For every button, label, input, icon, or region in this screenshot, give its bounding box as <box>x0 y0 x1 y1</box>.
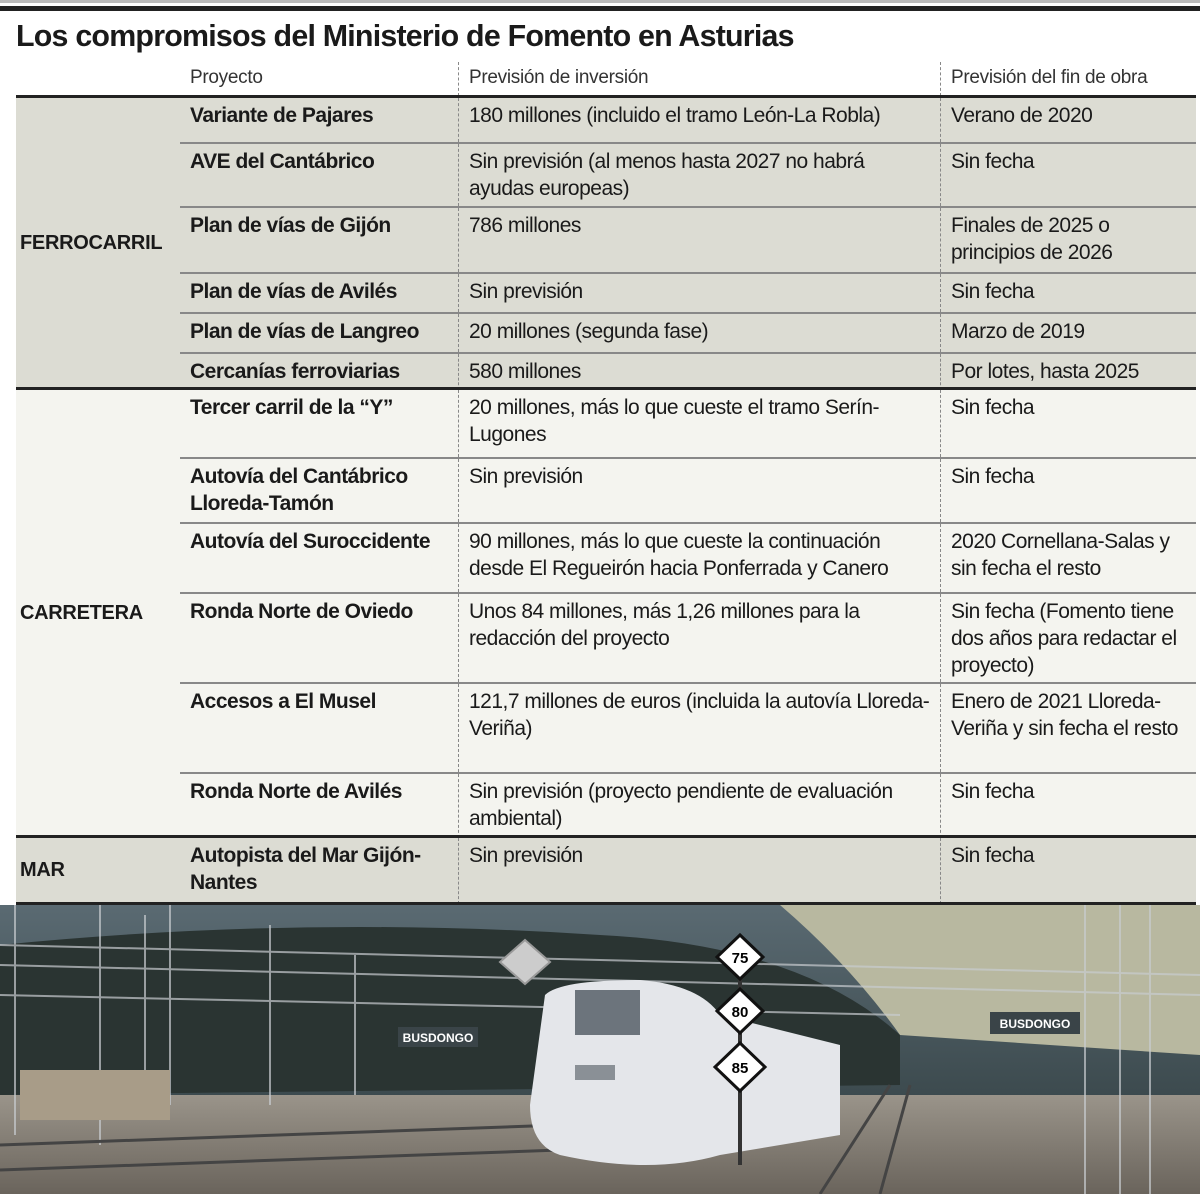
end-date-cell: Sin fecha <box>940 838 1196 904</box>
project-cell: Cercanías ferroviarias <box>190 360 400 383</box>
table-row <box>180 457 1196 522</box>
end-date-cell: Sin fecha <box>940 274 1196 312</box>
investment-cell: Sin previsión <box>458 459 940 522</box>
table-row <box>180 142 1196 206</box>
category-label: MAR <box>20 859 65 881</box>
investment-cell: 580 millones <box>458 354 940 390</box>
project-cell: Ronda Norte de Oviedo <box>190 600 413 623</box>
project-cell: Accesos a El Musel <box>190 690 376 713</box>
project-cell: AVE del Cantábrico <box>190 150 375 173</box>
investment-cell: 20 millones (segunda fase) <box>458 314 940 352</box>
table-row <box>180 772 1196 838</box>
project-cell: Variante de Pajares <box>190 104 374 127</box>
end-date-cell: 2020 Cornellana-Salas y sin fecha el resto <box>940 524 1196 592</box>
end-date-cell: Por lotes, hasta 2025 <box>940 354 1196 390</box>
project-cell: Autovía del Suroccidente <box>190 530 431 553</box>
section-rows <box>180 98 1196 389</box>
table-row <box>180 682 1196 772</box>
end-date-cell: Sin fecha <box>940 459 1196 522</box>
speed-sign-85: 85 <box>731 1060 749 1077</box>
project-cell: Plan de vías de Avilés <box>190 280 397 303</box>
project-cell: Ronda Norte de Avilés <box>190 780 402 803</box>
table-row <box>180 206 1196 272</box>
end-date-cell: Marzo de 2019 <box>940 314 1196 352</box>
table-row <box>180 352 1196 390</box>
investment-cell: Sin previsión <box>458 838 940 904</box>
end-date-cell: Sin fecha <box>940 774 1196 838</box>
end-date-cell: Verano de 2020 <box>940 98 1196 142</box>
project-cell: Tercer carril de la “Y” <box>190 396 393 419</box>
section-mar <box>16 835 1196 903</box>
project-cell: Autopista del Mar Gijón-Nantes <box>190 844 421 894</box>
header-project: Proyecto <box>190 67 263 88</box>
speed-sign-80: 80 <box>731 1004 749 1021</box>
train-station-photo <box>0 905 1200 1194</box>
project-cell: Plan de vías de Langreo <box>190 320 419 343</box>
station-sign-right <box>990 1012 1080 1034</box>
section-carretera <box>16 387 1196 837</box>
speed-sign-75: 75 <box>731 950 749 967</box>
table-row <box>180 522 1196 592</box>
table-row <box>180 98 1196 142</box>
end-date-cell: Sin fecha <box>940 390 1196 457</box>
investment-cell: 90 millones, más lo que cueste la continuación desde El Regueirón hacia Ponferrada y Canero <box>458 524 940 592</box>
end-date-cell: Enero de 2021 Lloreda-Veriña y sin fecha el resto <box>940 684 1196 772</box>
end-date-cell: Sin fecha <box>940 144 1196 206</box>
header-end: Previsión del fin de obra <box>940 62 1196 96</box>
top-rule-thick <box>0 6 1200 11</box>
investment-cell: 180 millones (incluido el tramo León-La Robla) <box>458 98 940 142</box>
table-header <box>16 62 1196 96</box>
section-rows <box>180 390 1196 837</box>
investment-cell: 786 millones <box>458 208 940 272</box>
table-row <box>180 838 1196 904</box>
investment-cell: 121,7 millones de euros (incluida la autovía Lloreda-Veriña) <box>458 684 940 772</box>
station-sign-text: BUSDONGO <box>402 1031 474 1045</box>
top-rule <box>0 0 1200 3</box>
table-row <box>180 272 1196 312</box>
section-rows <box>180 838 1196 903</box>
header-investment: Previsión de inversión <box>458 62 940 96</box>
table-row <box>180 390 1196 457</box>
table-row <box>180 312 1196 352</box>
table-row <box>180 592 1196 682</box>
investment-cell: Sin previsión (al menos hasta 2027 no habrá ayudas europeas) <box>458 144 940 206</box>
section-ferrocarril <box>16 95 1196 389</box>
end-date-cell: Finales de 2025 o principios de 2026 <box>940 208 1196 272</box>
station-sign-left <box>398 1027 478 1047</box>
investment-cell: 20 millones, más lo que cueste el tramo Serín-Lugones <box>458 390 940 457</box>
category-label: CARRETERA <box>20 602 143 624</box>
station-sign-text: BUSDONGO <box>999 1017 1071 1031</box>
investment-cell: Unos 84 millones, más 1,26 millones para la redacción del proyecto <box>458 594 940 682</box>
project-cell: Autovía del Cantábrico Lloreda-Tamón <box>190 465 408 515</box>
page-title: Los compromisos del Ministerio de Fomento en Asturias <box>16 18 794 53</box>
end-date-cell: Sin fecha (Fomento tiene dos años para redactar el proyecto) <box>940 594 1196 682</box>
project-cell: Plan de vías de Gijón <box>190 214 391 237</box>
investment-cell: Sin previsión (proyecto pendiente de evaluación ambiental) <box>458 774 940 838</box>
investment-cell: Sin previsión <box>458 274 940 312</box>
category-label: FERROCARRIL <box>20 232 163 254</box>
